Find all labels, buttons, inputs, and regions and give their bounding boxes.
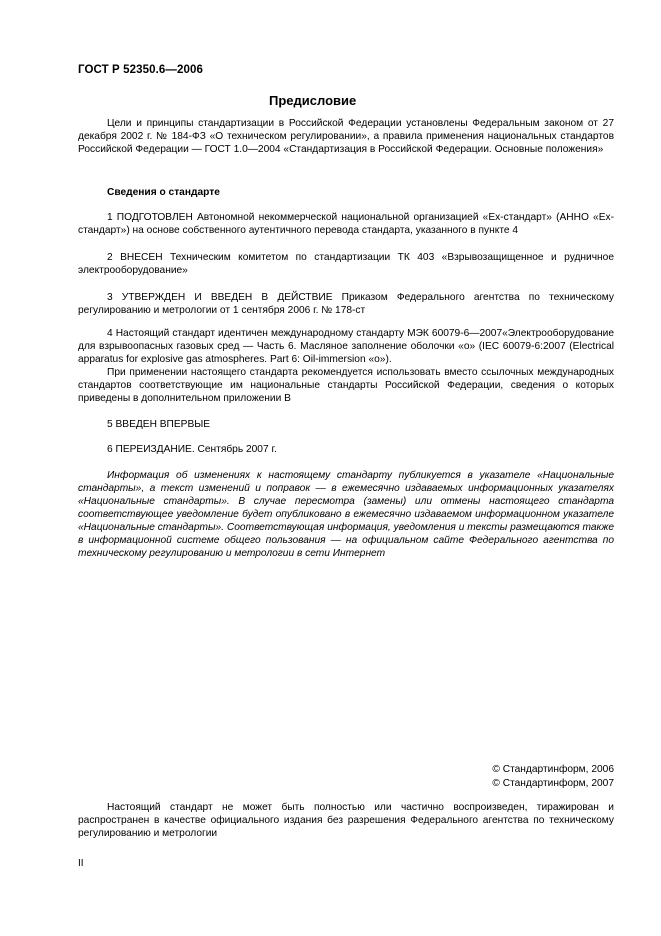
item-1: 1 ПОДГОТОВЛЕН Автономной некоммерческой национальной организацией «Ех-стандарт» (АННО «Ех-стандарт») на основе собственного аутентичного перевода стандарта, указанного в пункте 4 (78, 212, 614, 236)
notice-paragraph: Информация об изменениях к настоящему стандарту публикуется в указателе «Национальные стандарты», а текст изменений и поправок — в ежемесячно издаваемых информационных указателях «Национальные стандарты». В случае пересмотра (замены) или отмены настоящего стандарта соответствующее уведомление будет опубликовано в ежемесячно издаваемом информационном указателе «Национальные стандарты». Соответствующая информация, уведомления и тексты размещаются также в информационной системе общего пользования — на официальном сайте Федерального агентства по техническому регулированию и метрологии в сети Интернет (78, 470, 614, 559)
item-4-note: При применении настоящего стандарта рекомендуется использовать вместо ссылочных международных стандартов соответствующие им национальные стандарты Российской Федерации, сведения о которых приведены в дополнительном приложении В (78, 367, 614, 404)
item-5: 5 ВВЕДЕН ВПЕРВЫЕ (107, 419, 211, 430)
item-2: 2 ВНЕСЕН Техническим комитетом по стандартизации ТК 403 «Взрывозащищенное и рудничное электрооборудование» (78, 252, 614, 276)
section-title: Сведения о стандарте (107, 187, 220, 198)
document-id: ГОСТ Р 52350.6—2006 (78, 64, 203, 76)
copyright-2006: © Стандартинформ, 2006 (492, 764, 614, 775)
item-6: 6 ПЕРЕИЗДАНИЕ. Сентябрь 2007 г. (107, 444, 277, 455)
item-4: 4 Настоящий стандарт идентичен международному стандарту МЭК 60079-6—2007«Электрооборудование для взрывоопасных газовых сред — Часть 6. Масляное заполнение оболочки «о» (IEC 60079-6:2007 (Electrical apparatus for explosive gas atmospheres. Part 6: Oil-immersion «о»). (78, 328, 614, 365)
intro-paragraph: Цели и принципы стандартизации в Российской Федерации установлены Федеральным законом от 27 декабря 2002 г. № 184-ФЗ «О техническом регулировании», а правила применения национальных стандартов Российской Федерации — ГОСТ 1.0—2004 «Стандартизация в Российской Федерации. Основные положения» (78, 118, 614, 155)
page-number: II (78, 858, 84, 869)
page-title (0, 93, 661, 108)
page-title-text: Предисловие (269, 93, 357, 108)
copyright-2007: © Стандартинформ, 2007 (492, 778, 614, 789)
reproduction-notice: Настоящий стандарт не может быть полностью или частично воспроизведен, тиражирован и распространен в качестве официального издания без разрешения Федерального агентства по техническому регулированию и метрологии (78, 802, 614, 839)
item-3: 3 УТВЕРЖДЕН И ВВЕДЕН В ДЕЙСТВИЕ Приказом Федерального агентства по техническому регулированию и метрологии от 1 сентября 2006 г. № 178-ст (78, 292, 614, 316)
